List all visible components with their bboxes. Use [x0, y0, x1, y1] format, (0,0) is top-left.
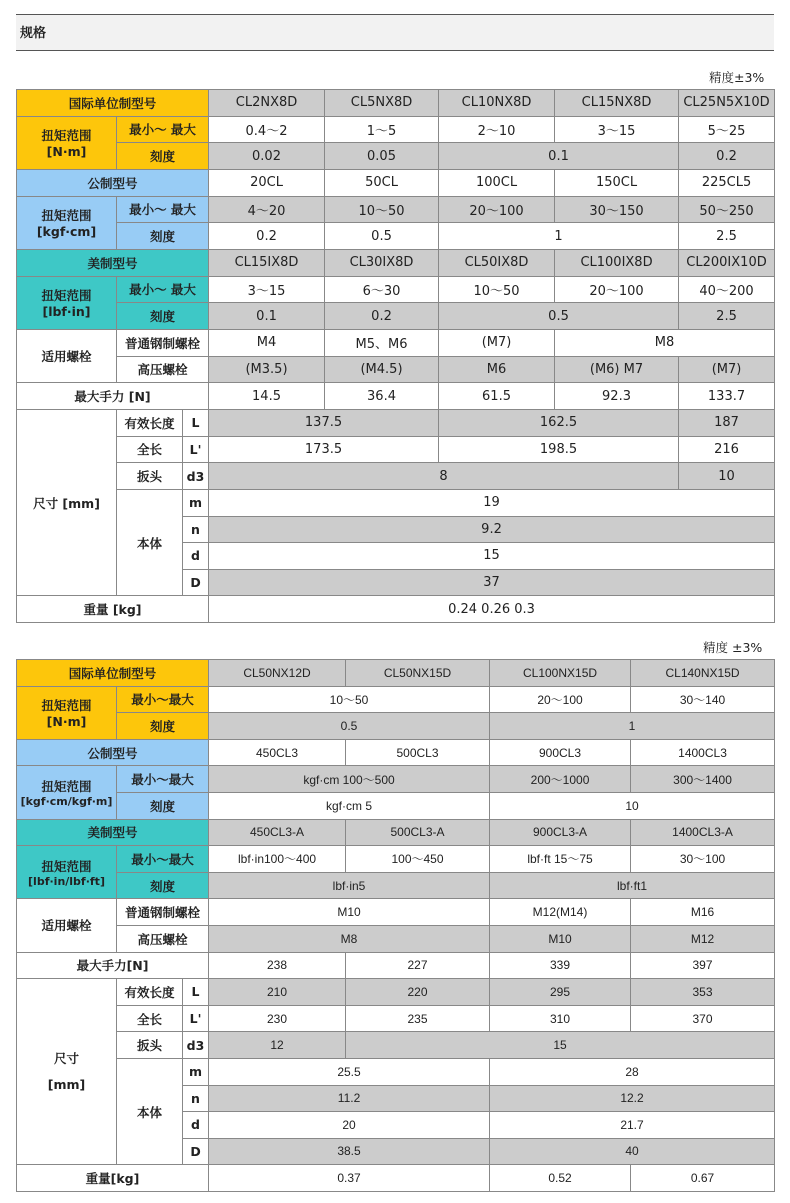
table-row: [17, 1032, 775, 1059]
value-cell: M8: [209, 925, 490, 952]
dimension-label: [17, 979, 117, 1165]
value-cell: 397: [631, 952, 775, 979]
value-cell: M5、M6: [325, 329, 439, 356]
model-cell: 150CL: [555, 169, 679, 196]
value-cell: 40: [490, 1138, 775, 1165]
table-row: [17, 766, 775, 793]
value-cell: M8: [555, 329, 775, 356]
value-cell: 3〜15: [209, 276, 325, 303]
model-cell: 450CL3: [209, 739, 346, 766]
value-cell: 10〜50: [439, 276, 555, 303]
model-cell: CL50NX12D: [209, 660, 346, 687]
spec-table-2: [16, 659, 775, 1192]
d-symbol: d: [183, 1112, 209, 1139]
value-cell: 20〜100: [490, 686, 631, 713]
model-cell: 1400CL3: [631, 739, 775, 766]
min-max-label: 最小〜 最大: [117, 276, 209, 303]
value-cell: 38.5: [209, 1138, 490, 1165]
value-cell: M12(M14): [490, 899, 631, 926]
m-symbol: m: [183, 489, 209, 516]
value-cell: 3〜15: [555, 116, 679, 143]
value-cell: 339: [490, 952, 631, 979]
value-cell: lbf·in5: [209, 872, 490, 899]
unit-label: [kgf·cm/kgf·m]: [20, 794, 113, 808]
value-cell: kgf·cm 5: [209, 792, 490, 819]
value-cell: 100〜450: [346, 846, 490, 873]
value-cell: 0.02: [209, 143, 325, 170]
value-cell: 198.5: [439, 436, 679, 463]
value-cell: 15: [209, 543, 775, 570]
model-cell: 20CL: [209, 169, 325, 196]
model-cell: CL15IX8D: [209, 249, 325, 276]
value-cell: 353: [631, 979, 775, 1006]
value-cell: 10〜50: [325, 196, 439, 223]
value-cell: 10: [490, 792, 775, 819]
value-cell: 295: [490, 979, 631, 1006]
iso-model-label: 国际单位制型号: [17, 660, 209, 687]
dimension-title: 尺寸: [53, 1050, 79, 1066]
us-model-label: 美制型号: [17, 249, 209, 276]
table-row: [17, 713, 775, 740]
scale-label: 刻度: [117, 792, 209, 819]
torque-range-lbf: [17, 276, 117, 329]
value-cell: 0.5: [209, 713, 490, 740]
value-cell: (M7): [439, 329, 555, 356]
table-row: [17, 169, 775, 196]
value-cell: 14.5: [209, 383, 325, 410]
value-cell: M12: [631, 925, 775, 952]
table-row: [17, 489, 775, 516]
torque-range-lbf: [17, 846, 117, 899]
value-cell: 216: [679, 436, 775, 463]
value-cell: 10: [679, 463, 775, 490]
value-cell: 20: [209, 1112, 490, 1139]
value-cell: 137.5: [209, 409, 439, 436]
n-symbol: n: [183, 516, 209, 543]
value-cell: 310: [490, 1005, 631, 1032]
torque-range-label: 扭矩范围: [41, 128, 92, 144]
value-cell: (M3.5): [209, 356, 325, 383]
torque-range-nm: [17, 116, 117, 169]
model-cell: CL15NX8D: [555, 90, 679, 117]
model-cell: 1400CL3-A: [631, 819, 775, 846]
value-cell: 12.2: [490, 1085, 775, 1112]
scale-label: 刻度: [117, 872, 209, 899]
value-cell: 40〜200: [679, 276, 775, 303]
precision-note-2: 精度 ±3%: [703, 640, 763, 655]
unit-label: [lbf·in]: [42, 304, 91, 320]
scale-label: 刻度: [117, 303, 209, 330]
table-row: [17, 1005, 775, 1032]
iso-model-label: 国际单位制型号: [17, 90, 209, 117]
value-cell: 28: [490, 1058, 775, 1085]
table-row: [17, 686, 775, 713]
table-row: [17, 872, 775, 899]
table-row: [17, 925, 775, 952]
us-model-label: 美制型号: [17, 819, 209, 846]
d-symbol: d: [183, 543, 209, 570]
eff-length-label: 有效长度: [117, 409, 183, 436]
value-cell: 187: [679, 409, 775, 436]
L-symbol: L: [183, 979, 209, 1006]
value-cell: 11.2: [209, 1085, 490, 1112]
table-row: [17, 196, 775, 223]
head-label: 扳头: [117, 463, 183, 490]
weight-label: 重量[kg]: [17, 1165, 209, 1192]
value-cell: 235: [346, 1005, 490, 1032]
min-max-label: 最小〜最大: [117, 686, 209, 713]
body-label: 本体: [117, 1058, 183, 1164]
table-row: [17, 660, 775, 687]
value-cell: 20〜100: [439, 196, 555, 223]
head-label: 扳头: [117, 1032, 183, 1059]
value-cell: 1: [439, 223, 679, 250]
torque-range-label: 扭矩范围: [41, 698, 92, 714]
table-row: [17, 846, 775, 873]
table-row: [17, 1058, 775, 1085]
model-cell: 225CL5: [679, 169, 775, 196]
value-cell: 0.2: [679, 143, 775, 170]
value-cell: 162.5: [439, 409, 679, 436]
section-title: 规格: [16, 14, 774, 51]
value-cell: (M6) M7: [555, 356, 679, 383]
model-cell: CL30IX8D: [325, 249, 439, 276]
value-cell: 19: [209, 489, 775, 516]
value-cell: 61.5: [439, 383, 555, 410]
value-cell: 6〜30: [325, 276, 439, 303]
unit-label: [N·m]: [46, 714, 87, 730]
value-cell: 9.2: [209, 516, 775, 543]
metric-model-label: 公制型号: [17, 739, 209, 766]
value-cell: M10: [209, 899, 490, 926]
torque-range-label: 扭矩范围: [41, 858, 92, 874]
D-symbol: D: [183, 1138, 209, 1165]
value-cell: (M4.5): [325, 356, 439, 383]
value-cell: 2.5: [679, 303, 775, 330]
model-cell: CL50IX8D: [439, 249, 555, 276]
value-cell: 220: [346, 979, 490, 1006]
bolt-label: 适用螺栓: [17, 899, 117, 952]
torque-range-kgf: [17, 196, 117, 249]
value-cell: 0.2: [325, 303, 439, 330]
min-max-label: 最小〜最大: [117, 846, 209, 873]
total-length-label: 全长: [117, 1005, 183, 1032]
weight-label: 重量 [kg]: [17, 596, 209, 623]
value-cell: 0.67: [631, 1165, 775, 1192]
value-cell: 8: [209, 463, 679, 490]
table-row: [17, 952, 775, 979]
model-cell: 500CL3: [346, 739, 490, 766]
dimension-label: 尺寸 [mm]: [17, 409, 117, 596]
table-row: [17, 792, 775, 819]
torque-range-nm: [17, 686, 117, 739]
model-cell: 900CL3: [490, 739, 631, 766]
torque-range-label: 扭矩范围: [41, 288, 92, 304]
table-row: [17, 356, 775, 383]
value-cell: 30〜140: [631, 686, 775, 713]
value-cell: 0.5: [439, 303, 679, 330]
value-cell: lbf·ft1: [490, 872, 775, 899]
scale-label: 刻度: [117, 143, 209, 170]
value-cell: kgf·cm 100〜500: [209, 766, 490, 793]
value-cell: 0.52: [490, 1165, 631, 1192]
value-cell: 12: [209, 1032, 346, 1059]
value-cell: 37: [209, 569, 775, 596]
table-row: [17, 463, 775, 490]
min-max-label: 最小〜最大: [117, 766, 209, 793]
value-cell: M10: [490, 925, 631, 952]
value-cell: 5〜25: [679, 116, 775, 143]
value-cell: 200〜1000: [490, 766, 631, 793]
value-cell: 0.24 0.26 0.3: [209, 596, 775, 623]
model-cell: 450CL3-A: [209, 819, 346, 846]
value-cell: 2.5: [679, 223, 775, 250]
n-symbol: n: [183, 1085, 209, 1112]
bolt-label: 适用螺栓: [17, 329, 117, 382]
min-max-label: 最小〜 最大: [117, 196, 209, 223]
value-cell: 238: [209, 952, 346, 979]
table-row: [17, 303, 775, 330]
table-row: [17, 979, 775, 1006]
value-cell: 0.2: [209, 223, 325, 250]
torque-range-label: 扭矩范围: [41, 208, 92, 224]
min-max-label: 最小〜 最大: [117, 116, 209, 143]
scale-label: 刻度: [117, 223, 209, 250]
value-cell: 0.1: [209, 303, 325, 330]
value-cell: 210: [209, 979, 346, 1006]
d3-symbol: d3: [183, 463, 209, 490]
table-row: [17, 383, 775, 410]
value-cell: 133.7: [679, 383, 775, 410]
Lprime-symbol: L': [183, 436, 209, 463]
value-cell: 173.5: [209, 436, 439, 463]
table-row: [17, 276, 775, 303]
value-cell: 4〜20: [209, 196, 325, 223]
body-label: 本体: [117, 489, 183, 596]
value-cell: 230: [209, 1005, 346, 1032]
model-cell: 900CL3-A: [490, 819, 631, 846]
unit-label: [kgf·cm]: [36, 224, 97, 240]
max-force-label: 最大手力[N]: [17, 952, 209, 979]
value-cell: 370: [631, 1005, 775, 1032]
value-cell: 25.5: [209, 1058, 490, 1085]
unit-label: [lbf·in/lbf·ft]: [28, 874, 105, 888]
value-cell: 2〜10: [439, 116, 555, 143]
table-row: [17, 596, 775, 623]
model-cell: CL2NX8D: [209, 90, 325, 117]
table-row: [17, 143, 775, 170]
value-cell: 30〜100: [631, 846, 775, 873]
metric-model-label: 公制型号: [17, 169, 209, 196]
value-cell: 15: [346, 1032, 775, 1059]
m-symbol: m: [183, 1058, 209, 1085]
model-cell: CL50NX15D: [346, 660, 490, 687]
L-symbol: L: [183, 409, 209, 436]
value-cell: 0.4〜2: [209, 116, 325, 143]
model-cell: CL140NX15D: [631, 660, 775, 687]
value-cell: 0.37: [209, 1165, 490, 1192]
value-cell: 21.7: [490, 1112, 775, 1139]
table-row: [17, 249, 775, 276]
table-row: [17, 899, 775, 926]
table-row: [17, 819, 775, 846]
value-cell: 1〜5: [325, 116, 439, 143]
normal-bolt-label: 普通钢制螺栓: [117, 329, 209, 356]
D-symbol: D: [183, 569, 209, 596]
value-cell: 20〜100: [555, 276, 679, 303]
value-cell: 0.5: [325, 223, 439, 250]
table-row: [17, 223, 775, 250]
table-row: [17, 90, 775, 117]
normal-bolt-label: 普通钢制螺栓: [117, 899, 209, 926]
value-cell: 10〜50: [209, 686, 490, 713]
value-cell: M4: [209, 329, 325, 356]
value-cell: 300〜1400: [631, 766, 775, 793]
hp-bolt-label: 高压螺栓: [117, 356, 209, 383]
model-cell: 500CL3-A: [346, 819, 490, 846]
value-cell: 50〜250: [679, 196, 775, 223]
torque-range-kgf: [17, 766, 117, 819]
model-cell: 50CL: [325, 169, 439, 196]
eff-length-label: 有效长度: [117, 979, 183, 1006]
spec-table-1: [16, 89, 775, 623]
value-cell: M6: [439, 356, 555, 383]
model-cell: CL100IX8D: [555, 249, 679, 276]
hp-bolt-label: 高压螺栓: [117, 925, 209, 952]
value-cell: (M7): [679, 356, 775, 383]
value-cell: lbf·in100〜400: [209, 846, 346, 873]
value-cell: 30〜150: [555, 196, 679, 223]
value-cell: 0.05: [325, 143, 439, 170]
value-cell: M16: [631, 899, 775, 926]
value-cell: 0.1: [439, 143, 679, 170]
model-cell: 100CL: [439, 169, 555, 196]
table-row: [17, 329, 775, 356]
total-length-label: 全长: [117, 436, 183, 463]
table-row: [17, 436, 775, 463]
table-row: [17, 739, 775, 766]
torque-range-label: 扭矩范围: [41, 778, 92, 794]
table-row: [17, 116, 775, 143]
value-cell: 36.4: [325, 383, 439, 410]
model-cell: CL25N5X10D: [679, 90, 775, 117]
max-force-label: 最大手力 [N]: [17, 383, 209, 410]
model-cell: CL200IX10D: [679, 249, 775, 276]
value-cell: 1: [490, 713, 775, 740]
model-cell: CL5NX8D: [325, 90, 439, 117]
value-cell: 227: [346, 952, 490, 979]
model-cell: CL100NX15D: [490, 660, 631, 687]
value-cell: 92.3: [555, 383, 679, 410]
dimension-unit: [mm]: [47, 1076, 86, 1092]
table-row: [17, 409, 775, 436]
Lprime-symbol: L': [183, 1005, 209, 1032]
value-cell: lbf·ft 15〜75: [490, 846, 631, 873]
table-row: [17, 1165, 775, 1192]
unit-label: [N·m]: [46, 144, 87, 160]
scale-label: 刻度: [117, 713, 209, 740]
model-cell: CL10NX8D: [439, 90, 555, 117]
d3-symbol: d3: [183, 1032, 209, 1059]
precision-note-1: 精度±3%: [709, 70, 765, 85]
